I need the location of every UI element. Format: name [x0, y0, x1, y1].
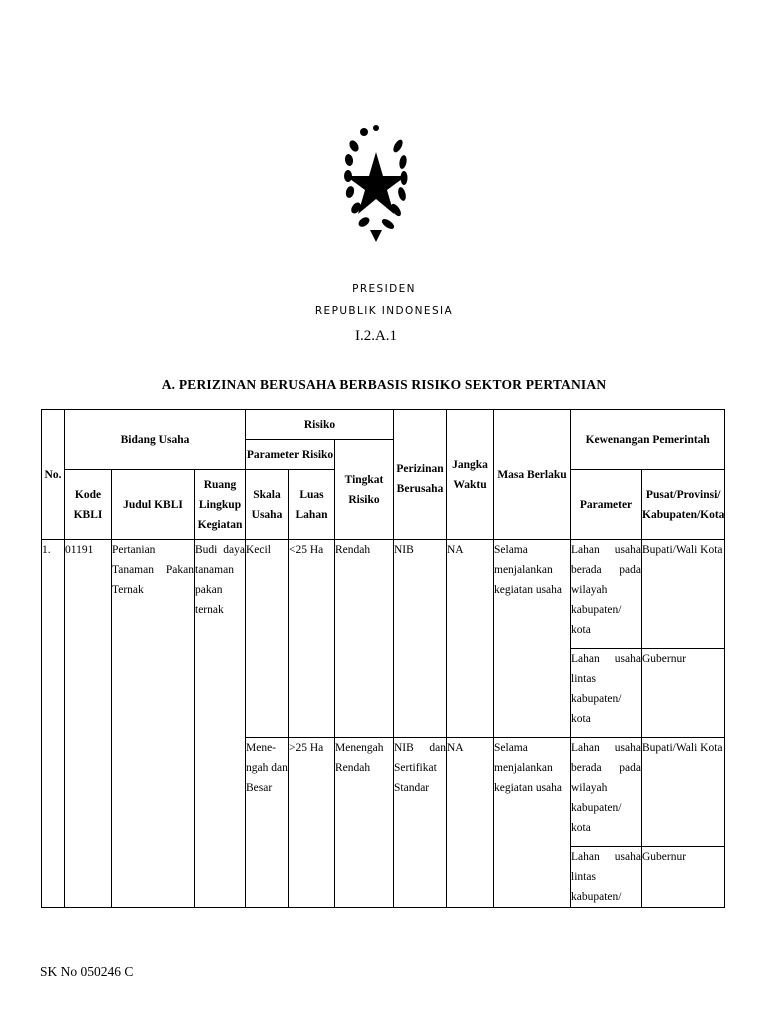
state-emblem-icon [340, 124, 412, 264]
row-no: 1. [42, 540, 65, 908]
g2-luas: >25 Ha [289, 738, 335, 908]
table-row [42, 540, 725, 649]
kbli-table [41, 409, 725, 908]
header-parameter-risiko: Parameter Risiko [246, 440, 335, 470]
g1-tingkat: Rendah [335, 540, 394, 738]
g1-perizinan: NIB [394, 540, 447, 738]
g2-s1-parameter: Lahan usaha berada pada wilayah kabupaten/ kota [571, 738, 642, 847]
g2-perizinan: NIB dan Sertifikat Standar [394, 738, 447, 908]
g1-masa: Selama menjalankan kegiatan usaha [494, 540, 571, 738]
header-risiko: Risiko [246, 410, 394, 440]
header-parameter: Parameter [571, 470, 642, 540]
document-code: I.2.A.1 [354, 328, 398, 344]
row-ruang-lingkup: Budi daya tanaman pakan ternak [195, 540, 246, 908]
document-title: A. PERIZINAN BERUSAHA BERBASIS RISIKO SEKTOR PERTANIAN [161, 377, 607, 392]
g1-luas: <25 Ha [289, 540, 335, 738]
header-masa-berlaku: Masa Berlaku [494, 410, 571, 540]
header-tingkat-risiko: Tingkat Risiko [335, 440, 394, 540]
header-pusat-provinsi: Pusat/Provinsi/ Kabupaten/Kota [642, 470, 725, 540]
header-jangka-waktu: Jangka Waktu [447, 410, 494, 540]
header-perizinan-berusaha: Perizinan Berusaha [394, 410, 447, 540]
g2-s2-kewenangan: Gubernur [642, 847, 725, 908]
footer-sk-number: SK No 050246 C [40, 964, 134, 979]
g1-s2-parameter: Lahan usaha lintas kabupaten/ kota [571, 649, 642, 738]
header-bidang-usaha: Bidang Usaha [65, 410, 246, 470]
header-ruang-lingkup: Ruang Lingkup Kegiatan [195, 470, 246, 540]
g2-skala: Mene- ngah dan Besar [246, 738, 289, 908]
row-judul: Pertanian Tanaman Pakan Ternak [112, 540, 195, 908]
g2-tingkat: Menengah Rendah [335, 738, 394, 908]
header-republik: REPUBLIK INDONESIA [314, 305, 454, 317]
g1-jangka: NA [447, 540, 494, 738]
header-luas-lahan: Luas Lahan [289, 470, 335, 540]
g1-s1-parameter: Lahan usaha berada pada wilayah kabupaten/ kota [571, 540, 642, 649]
g1-skala: Kecil [246, 540, 289, 738]
header-judul-kbli: Judul KBLI [112, 470, 195, 540]
g2-s1-kewenangan: Bupati/Wali Kota [642, 738, 725, 847]
header-presiden: PRESIDEN [352, 283, 416, 295]
row-kode: 01191 [65, 540, 112, 908]
header-skala-usaha: Skala Usaha [246, 470, 289, 540]
g1-s2-kewenangan: Gubernur [642, 649, 725, 738]
g2-s2-parameter: Lahan usaha lintas kabupaten/ [571, 847, 642, 908]
header-no: No. [42, 410, 65, 540]
g2-jangka: NA [447, 738, 494, 908]
header-kewenangan: Kewenangan Pemerintah [571, 410, 725, 470]
g2-masa: Selama menjalankan kegiatan usaha [494, 738, 571, 908]
header-kode-kbli: Kode KBLI [65, 470, 112, 540]
g1-s1-kewenangan: Bupati/Wali Kota [642, 540, 725, 649]
